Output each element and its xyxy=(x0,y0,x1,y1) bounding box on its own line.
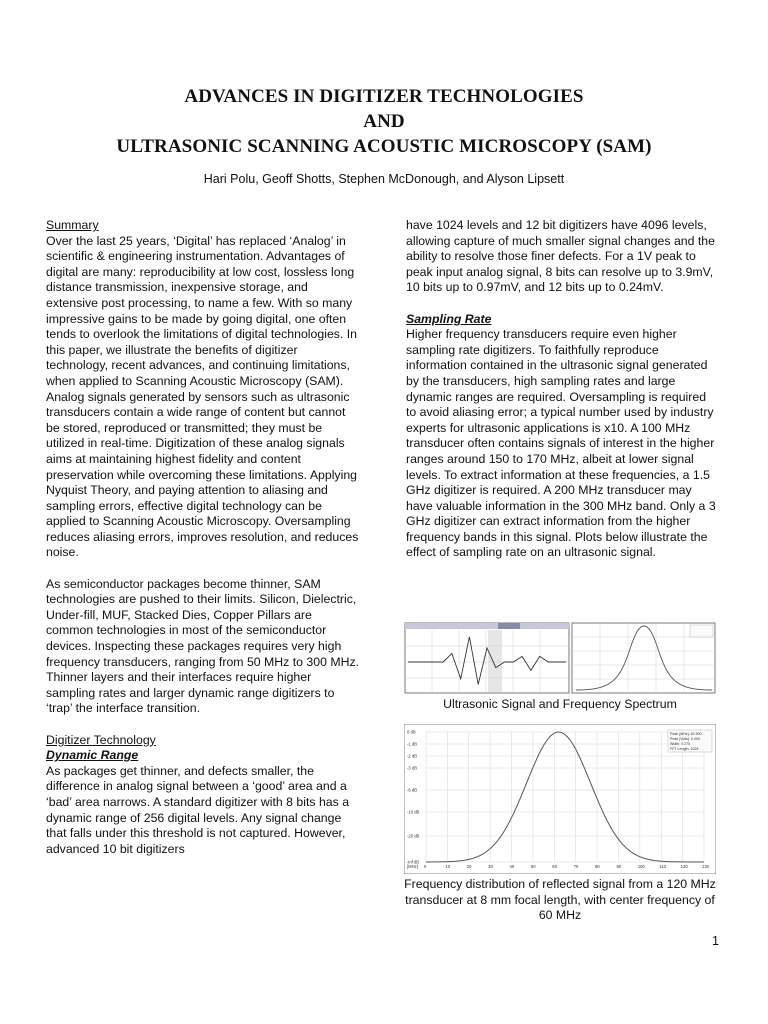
dynamic-range-paragraph: As packages get thinner, and defects smaller, the difference in analog signal between a ‘good’ area and a ‘bad’ area narrows. A standard digitizer with 8 bits has a dynamic range of 256 digital levels. Any signal change that falls under this threshold is not captured. However, advanced 10 bit digitizers xyxy=(46,763,350,856)
y-tick-label: -6 dB xyxy=(407,787,418,793)
sampling-rate-paragraph: Higher frequency transducers require even higher sampling rate digitizers. To faithfully reproduce information contained in the ultrasonic signal generated by the transducers, high sampling rates and large dynamic ranges are required. Oversampling is required to avoid aliasing error; a typical number used by industry experts for ultrasonic applications is x10. A 100 MHz transducer often contains signals of interest in the higher ranges around 150 to 170 MHz, albeit at lower signal levels. To extract information at these frequencies, a 1.5 GHz digitizer is required. A 200 MHz transducer may have valuable information in the 300 MHz band. Only a 3 GHz digitizer can extract information from the higher frequency bands in this signal. Plots below illustrate the effect of sampling rate on an ultrasonic signal. xyxy=(406,327,716,560)
legend-width: Width: 0.270 xyxy=(670,742,691,746)
waveform-panel xyxy=(405,623,569,693)
sampling-rate-heading: Sampling Rate xyxy=(406,311,492,326)
y-tick-label: -3 dB xyxy=(407,765,418,771)
x-axis-unit: [MHz] xyxy=(407,864,418,869)
legend-peak-mhz: Peak [MHz]: 62.500 xyxy=(670,732,702,736)
spectrum-panel xyxy=(572,623,715,693)
left-column xyxy=(46,218,362,857)
legend-peak-volts: Peak [Volts]: 0.000 xyxy=(670,737,700,741)
y-tick-label: -20 dB xyxy=(407,833,420,839)
x-tick-label: 20 xyxy=(466,864,472,869)
figure1-caption: Ultrasonic Signal and Frequency Spectrum xyxy=(443,697,677,711)
digitizer-heading: Digitizer Technology xyxy=(46,732,156,747)
x-tick-label: 50 xyxy=(530,864,536,869)
x-tick-label: 0 xyxy=(424,864,427,869)
title-line-1: ADVANCES IN DIGITIZER TECHNOLOGIES xyxy=(184,86,584,107)
summary-paragraph: Over the last 25 years, ‘Digital’ has replaced ‘Analog’ in scientific & engineering instrumentation. Advantages of digital are many: reproducibility at low cost, lossless long distance transmission, inexpensive storage, and extensive post processing, to name a few. With so many impressive gains to be made by going digital, one often tends to overlook the limitations of digital technologies. In this paper, we illustrate the benefits of digitizer technology, recent advances, and continuing limitations, when applied to Scanning Acoustic Microscopy (SAM). Analog signals generated by sensors such as ultrasonic transducers contain a wide range of content but cannot be stored, reproduced or transmitted; they must be utilized in real-time. Digitization of these analog signals aims at maintaining highest fidelity and content preservation while overcoming these limitations. Applying Nyquist Theory, and paying attention to aliasing and sampling errors, effective digital technology can be applied to Scanning Acoustic Microscopy. Oversampling reduces aliasing errors, improves resolution, and reduces noise. xyxy=(46,233,359,560)
figure-ultrasonic-signal xyxy=(404,622,716,694)
x-tick-label: 70 xyxy=(573,864,579,869)
dynamic-range-heading: Dynamic Range xyxy=(46,748,139,763)
continued-paragraph: have 1024 levels and 12 bit digitizers have 4096 levels, allowing capture of much smaller signal changes and the ability to resolve those finer defects. For a 1V peak to peak input analog signal, 8 bits can resolve up to 3.9mV, 10 bits up to 0.97mV, and 12 bits up to 0.24mV. xyxy=(406,218,715,295)
y-tick-label: -1 dB xyxy=(407,741,418,747)
x-tick-label: 30 xyxy=(488,864,493,869)
title-line-2: AND xyxy=(363,111,405,132)
x-tick-label: 40 xyxy=(509,864,515,869)
title-block xyxy=(0,84,768,159)
authors: Hari Polu, Geoff Shotts, Stephen McDonough, and Alyson Lipsett xyxy=(203,172,565,186)
title-line-3: ULTRASONIC SCANNING ACOUSTIC MICROSCOPY (SAM) xyxy=(116,136,652,157)
x-tick-label: 80 xyxy=(595,864,600,869)
figure-frequency-distribution xyxy=(404,724,716,874)
page-number: 1 xyxy=(712,934,719,948)
x-tick-label: 100 xyxy=(637,864,645,869)
y-tick-label: -2 dB xyxy=(407,753,418,759)
packages-paragraph: As semiconductor packages become thinner, SAM technologies are pushed to their limits. Silicon, Dielectric, Under-fill, MUF, Stacked Dies, Copper Pillars are common technologies in most of the semiconductor devices. Inspecting these packages requires very high frequency transducers, ranging from 50 MHz to 300 MHz. Thinner layers and their interfaces require higher sampling rates and larger dynamic range digitizers to ‘trap’ the interface transition. xyxy=(46,576,360,716)
x-tick-label: 110 xyxy=(659,864,666,869)
x-tick-label: 130 xyxy=(702,864,709,869)
y-tick-label: -10 dB xyxy=(407,809,420,815)
y-tick-label: -inf dB xyxy=(407,859,420,865)
right-column xyxy=(406,218,716,561)
summary-heading: Summary xyxy=(46,218,99,232)
legend-fft-length: FFT Length: 1024 xyxy=(670,747,699,751)
chart-legend-box xyxy=(668,730,712,752)
figure2-caption: Frequency distribution of reflected signal from a 120 MHz transducer at 8 mm focal length, with center frequency of 60 MHz xyxy=(404,877,716,923)
x-tick-label: 10 xyxy=(445,864,451,869)
x-tick-label: 120 xyxy=(680,864,688,869)
x-tick-label: 90 xyxy=(616,864,622,869)
y-tick-label: 0 dB xyxy=(407,729,416,735)
x-tick-label: 60 xyxy=(552,864,557,869)
